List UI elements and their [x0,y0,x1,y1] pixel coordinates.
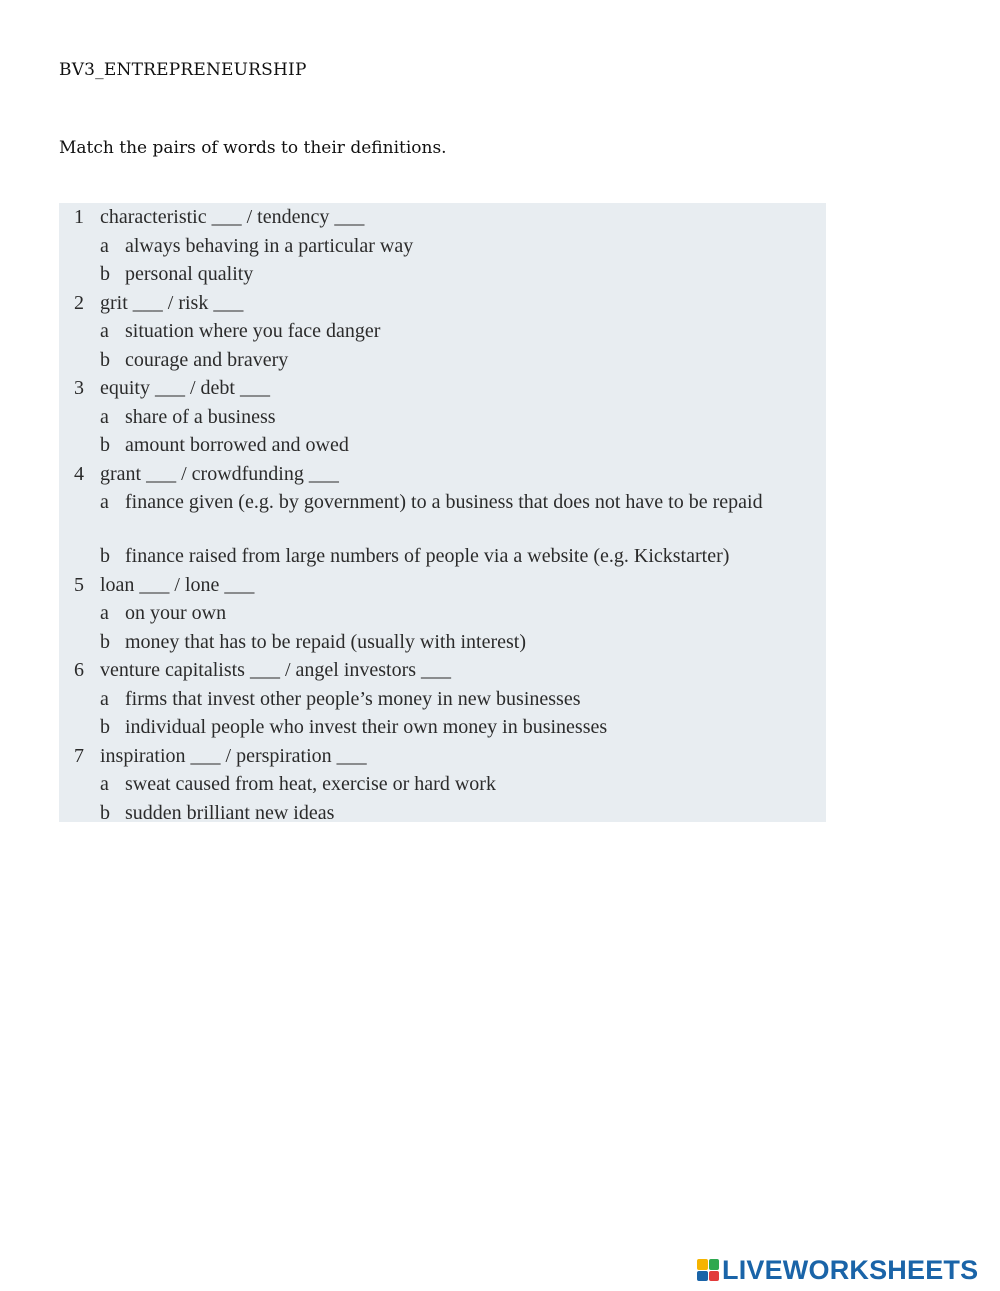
question-1 [59,203,826,289]
question-number: 6 [74,659,84,681]
option-definition: sudden brilliant new ideas [125,801,335,824]
option-definition: finance raised from large numbers of people via a website (e.g. Kickstarter) [125,545,730,567]
instruction-text: Match the pairs of words to their definitions. [59,138,447,158]
option-letter: a [100,602,109,624]
liveworksheets-logo [697,1254,978,1286]
matching-exercise-panel [59,203,826,822]
option-definition: on your own [125,602,227,624]
option-definition: situation where you face danger [125,320,381,342]
option-letter: a [100,405,109,428]
option-definition: always behaving in a particular way [125,234,414,257]
option-definition: finance given (e.g. by government) to a business that does not have to be repaid [125,491,763,513]
option-letter: b [100,348,110,371]
question-5 [59,571,826,657]
brand-name: LIVEWORKSHEETS [722,1254,979,1285]
worksheet-title: BV3_ENTREPRENEURSHIP [59,60,307,80]
question-words: inspiration ___ / perspiration ___ [100,744,367,767]
question-words: grit ___ / risk ___ [100,291,244,314]
option-letter: a [100,320,109,342]
question-7 [59,742,826,828]
option-definition: personal quality [125,263,254,285]
question-2 [59,289,826,375]
option-letter: b [100,434,110,456]
option-definition: share of a business [125,405,276,428]
option-letter: a [100,491,109,513]
question-words: equity ___ / debt ___ [100,377,270,399]
question-words: grant ___ / crowdfunding ___ [100,462,339,485]
question-number: 4 [74,462,84,485]
question-3 [59,374,826,460]
question-4 [59,460,826,571]
question-number: 3 [74,377,84,399]
option-definition: money that has to be repaid (usually with interest) [125,630,527,653]
option-letter: b [100,263,110,285]
logo-grid-icon [697,1259,719,1281]
question-6 [59,656,826,742]
question-words: characteristic ___ / tendency ___ [100,206,365,228]
question-words: venture capitalists ___ / angel investors ___ [100,659,452,681]
option-definition: courage and bravery [125,348,289,371]
option-letter: b [100,801,110,824]
question-words: loan ___ / lone ___ [100,573,255,596]
option-letter: a [100,687,109,710]
option-definition: firms that invest other people’s money in new businesses [125,687,581,710]
option-definition: amount borrowed and owed [125,434,349,456]
question-number: 7 [74,744,84,767]
option-definition: individual people who invest their own money in businesses [125,716,608,738]
option-letter: a [100,773,109,795]
option-letter: b [100,630,110,653]
question-number: 5 [74,573,84,596]
question-number: 2 [74,291,84,314]
option-letter: b [100,716,110,738]
option-definition: sweat caused from heat, exercise or hard work [125,773,496,795]
option-letter: b [100,545,110,567]
option-letter: a [100,234,109,257]
question-number: 1 [74,206,84,228]
